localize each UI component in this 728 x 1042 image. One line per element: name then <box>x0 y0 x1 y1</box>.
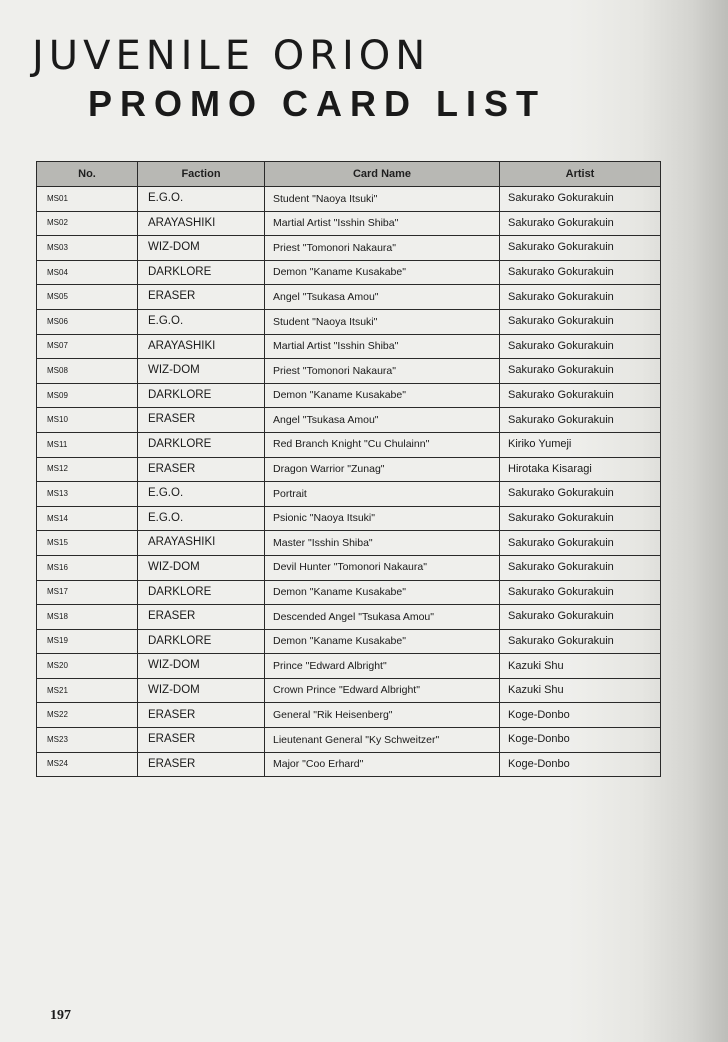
card-faction: WIZ-DOM <box>138 359 265 384</box>
card-faction: E.G.O. <box>138 482 265 507</box>
card-name: Devil Hunter "Tomonori Nakaura" <box>265 555 500 580</box>
card-faction: DARKLORE <box>138 580 265 605</box>
card-faction: ERASER <box>138 605 265 630</box>
card-name: Demon "Kaname Kusakabe" <box>265 580 500 605</box>
card-name: Red Branch Knight "Cu Chulainn" <box>265 432 500 457</box>
title-line-1: JUVENILE ORION <box>32 33 431 79</box>
card-faction: ARAYASHIKI <box>138 211 265 236</box>
card-number: MS08 <box>37 359 138 384</box>
card-name: Priest "Tomonori Nakaura" <box>265 359 500 384</box>
table-row <box>37 678 661 703</box>
header-artist: Artist <box>500 162 661 187</box>
card-faction: ERASER <box>138 752 265 777</box>
card-number: MS24 <box>37 752 138 777</box>
card-number: MS07 <box>37 334 138 359</box>
card-name: Major "Coo Erhard" <box>265 752 500 777</box>
card-artist: Sakurako Gokurakuin <box>500 187 661 212</box>
card-artist: Sakurako Gokurakuin <box>500 506 661 531</box>
card-artist: Kazuki Shu <box>500 654 661 679</box>
table-row <box>37 728 661 753</box>
table-row <box>37 457 661 482</box>
card-number: MS09 <box>37 383 138 408</box>
card-artist: Hirotaka Kisaragi <box>500 457 661 482</box>
table-row <box>37 359 661 384</box>
header-card-name: Card Name <box>265 162 500 187</box>
card-artist: Koge-Donbo <box>500 703 661 728</box>
card-number: MS05 <box>37 285 138 310</box>
card-faction: E.G.O. <box>138 309 265 334</box>
card-artist: Sakurako Gokurakuin <box>500 383 661 408</box>
table-row <box>37 482 661 507</box>
card-name: Dragon Warrior "Zunag" <box>265 457 500 482</box>
card-faction: DARKLORE <box>138 383 265 408</box>
card-name: Angel "Tsukasa Amou" <box>265 285 500 310</box>
card-faction: WIZ-DOM <box>138 654 265 679</box>
card-name: Priest "Tomonori Nakaura" <box>265 236 500 261</box>
card-artist: Sakurako Gokurakuin <box>500 580 661 605</box>
card-artist: Kazuki Shu <box>500 678 661 703</box>
card-artist: Sakurako Gokurakuin <box>500 359 661 384</box>
card-number: MS20 <box>37 654 138 679</box>
table-row <box>37 334 661 359</box>
card-artist: Sakurako Gokurakuin <box>500 605 661 630</box>
card-name: Lieutenant General "Ky Schweitzer" <box>265 728 500 753</box>
card-faction: DARKLORE <box>138 432 265 457</box>
table-row <box>37 383 661 408</box>
card-number: MS06 <box>37 309 138 334</box>
card-faction: WIZ-DOM <box>138 678 265 703</box>
card-artist: Sakurako Gokurakuin <box>500 531 661 556</box>
card-number: MS22 <box>37 703 138 728</box>
card-faction: ERASER <box>138 703 265 728</box>
table-row <box>37 506 661 531</box>
card-name: Portrait <box>265 482 500 507</box>
page-number: 197 <box>50 1008 71 1023</box>
card-artist: Koge-Donbo <box>500 752 661 777</box>
card-number: MS03 <box>37 236 138 261</box>
title-line-2: PROMO CARD LIST <box>88 83 546 124</box>
promo-card-table <box>36 161 661 777</box>
card-faction: ARAYASHIKI <box>138 531 265 556</box>
card-artist: Koge-Donbo <box>500 728 661 753</box>
card-number: MS01 <box>37 187 138 212</box>
table-row <box>37 703 661 728</box>
card-number: MS10 <box>37 408 138 433</box>
card-artist: Sakurako Gokurakuin <box>500 236 661 261</box>
card-faction: DARKLORE <box>138 260 265 285</box>
card-number: MS18 <box>37 605 138 630</box>
card-number: MS15 <box>37 531 138 556</box>
table-body <box>37 187 661 777</box>
card-artist: Sakurako Gokurakuin <box>500 285 661 310</box>
card-name: Demon "Kaname Kusakabe" <box>265 260 500 285</box>
card-artist: Kiriko Yumeji <box>500 432 661 457</box>
table-row <box>37 432 661 457</box>
table-row <box>37 580 661 605</box>
card-number: MS17 <box>37 580 138 605</box>
card-artist: Sakurako Gokurakuin <box>500 211 661 236</box>
card-faction: ERASER <box>138 408 265 433</box>
table-row <box>37 187 661 212</box>
card-name: Martial Artist "Isshin Shiba" <box>265 334 500 359</box>
card-faction: E.G.O. <box>138 506 265 531</box>
card-faction: ERASER <box>138 728 265 753</box>
card-artist: Sakurako Gokurakuin <box>500 334 661 359</box>
table-row <box>37 285 661 310</box>
card-name: Martial Artist "Isshin Shiba" <box>265 211 500 236</box>
card-number: MS21 <box>37 678 138 703</box>
card-faction: ERASER <box>138 285 265 310</box>
header-faction: Faction <box>138 162 265 187</box>
card-artist: Sakurako Gokurakuin <box>500 408 661 433</box>
card-number: MS13 <box>37 482 138 507</box>
table-row <box>37 408 661 433</box>
card-name: Master "Isshin Shiba" <box>265 531 500 556</box>
card-artist: Sakurako Gokurakuin <box>500 260 661 285</box>
card-faction: ERASER <box>138 457 265 482</box>
card-number: MS02 <box>37 211 138 236</box>
card-number: MS11 <box>37 432 138 457</box>
card-name: Psionic "Naoya Itsuki" <box>265 506 500 531</box>
header-no: No. <box>37 162 138 187</box>
card-number: MS23 <box>37 728 138 753</box>
card-faction: DARKLORE <box>138 629 265 654</box>
card-number: MS12 <box>37 457 138 482</box>
card-name: Demon "Kaname Kusakabe" <box>265 383 500 408</box>
card-artist: Sakurako Gokurakuin <box>500 555 661 580</box>
table-row <box>37 236 661 261</box>
card-artist: Sakurako Gokurakuin <box>500 482 661 507</box>
table-row <box>37 605 661 630</box>
table-row <box>37 260 661 285</box>
card-number: MS04 <box>37 260 138 285</box>
card-faction: E.G.O. <box>138 187 265 212</box>
card-name: Descended Angel "Tsukasa Amou" <box>265 605 500 630</box>
card-faction: WIZ-DOM <box>138 555 265 580</box>
table-row <box>37 531 661 556</box>
card-name: General "Rik Heisenberg" <box>265 703 500 728</box>
card-faction: ARAYASHIKI <box>138 334 265 359</box>
table-row <box>37 629 661 654</box>
card-name: Student "Naoya Itsuki" <box>265 309 500 334</box>
table-header-row <box>37 162 661 187</box>
card-artist: Sakurako Gokurakuin <box>500 629 661 654</box>
card-name: Demon "Kaname Kusakabe" <box>265 629 500 654</box>
card-number: MS14 <box>37 506 138 531</box>
card-number: MS16 <box>37 555 138 580</box>
table-row <box>37 309 661 334</box>
table-row <box>37 752 661 777</box>
card-faction: WIZ-DOM <box>138 236 265 261</box>
card-number: MS19 <box>37 629 138 654</box>
card-name: Angel "Tsukasa Amou" <box>265 408 500 433</box>
card-artist: Sakurako Gokurakuin <box>500 309 661 334</box>
table-row <box>37 211 661 236</box>
card-name: Prince "Edward Albright" <box>265 654 500 679</box>
card-name: Student "Naoya Itsuki" <box>265 187 500 212</box>
card-name: Crown Prince "Edward Albright" <box>265 678 500 703</box>
table-row <box>37 654 661 679</box>
table-row <box>37 555 661 580</box>
